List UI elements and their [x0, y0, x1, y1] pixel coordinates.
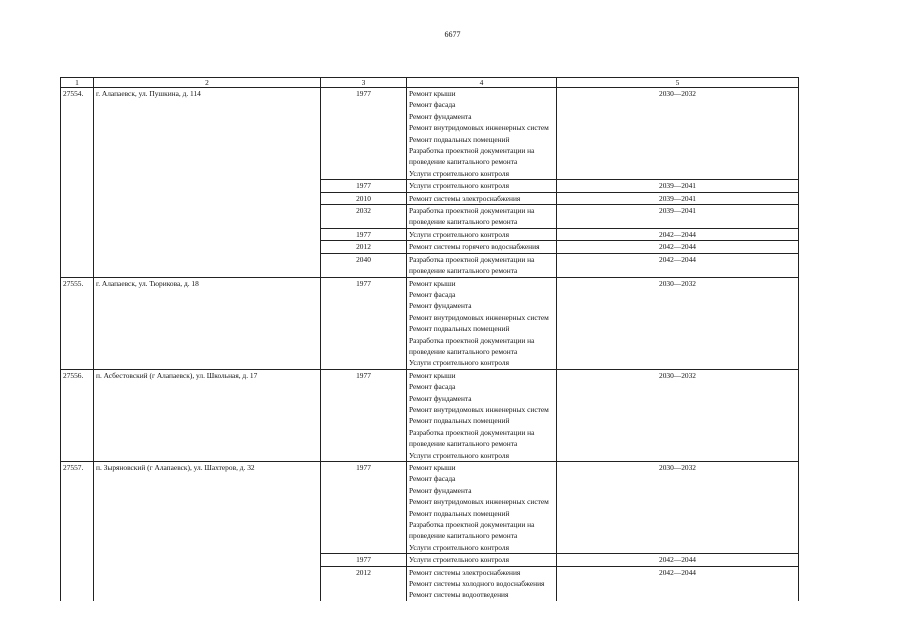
work-list: [407, 205, 557, 229]
work-item: Ремонт системы водоотведения: [409, 590, 509, 600]
work-item: Ремонт подвальных помещений: [409, 416, 510, 426]
repair-period: 2030—2032: [557, 369, 799, 461]
work-item: Ремонт системы электроснабжения: [409, 567, 521, 577]
work-item: Ремонт крыши: [409, 370, 456, 380]
work-item: Ремонт подвальных помещений: [409, 508, 510, 518]
work-item: Услуги строительного контроля: [409, 358, 509, 368]
page-number: 6677: [444, 30, 461, 39]
work-item: проведение капитального ремонта: [409, 217, 518, 227]
work-list: [407, 180, 557, 192]
work-item: Ремонт системы горячего водоснабжения: [409, 242, 540, 252]
column-number: 2: [94, 78, 321, 88]
work-list: [407, 554, 557, 566]
repair-period: 2042—2044: [557, 228, 799, 240]
work-item: Ремонт фасада: [409, 100, 456, 110]
work-list: [407, 192, 557, 204]
build-year: 1977: [321, 554, 407, 566]
work-list: [407, 369, 557, 461]
work-item: проведение капитального ремонта: [409, 266, 518, 276]
column-number: 5: [557, 78, 799, 88]
column-number: 1: [61, 78, 94, 88]
work-item: проведение капитального ремонта: [409, 531, 518, 541]
work-list: [407, 462, 557, 554]
build-year: 2012: [321, 241, 407, 253]
work-item: Разработка проектной документации на: [409, 254, 535, 264]
object-address: [94, 88, 321, 278]
object-address: [94, 277, 321, 369]
table-row: [61, 369, 799, 461]
work-item: Разработка проектной документации на: [409, 206, 535, 216]
object-number: 27556.: [61, 369, 94, 461]
repair-period: 2030—2032: [557, 462, 799, 554]
work-item: Услуги строительного контроля: [409, 181, 509, 191]
repair-period: 2042—2044: [557, 241, 799, 253]
build-year: 2010: [321, 192, 407, 204]
table-row: [61, 88, 799, 180]
work-item: Ремонт крыши: [409, 89, 456, 98]
work-item: Услуги строительного контроля: [409, 542, 509, 552]
work-item: Ремонт фасада: [409, 382, 456, 392]
build-year: 1977: [321, 277, 407, 369]
work-item: Ремонт внутридомовых инженерных систем: [409, 312, 549, 322]
work-item: Ремонт крыши: [409, 278, 456, 288]
work-list: [407, 88, 557, 180]
object-number: 27554.: [61, 88, 94, 278]
repair-period: 2039—2041: [557, 180, 799, 192]
work-item: Ремонт фундамента: [409, 301, 472, 311]
work-item: Услуги строительного контроля: [409, 450, 509, 460]
object-address: [94, 462, 321, 601]
object-number: 27557.: [61, 462, 94, 601]
repair-period: 2039—2041: [557, 192, 799, 204]
address-text: п. Зыряновский (г Алапаевск), ул. Шахтеров, д. 32: [96, 463, 255, 472]
repair-period: 2030—2032: [557, 88, 799, 180]
address-text: г. Алапаевск, ул. Тюрикова, д. 18: [96, 278, 199, 288]
work-item: Ремонт внутридомовых инженерных систем: [409, 404, 549, 414]
table-row: [61, 462, 799, 554]
repair-period: 2042—2044: [557, 253, 799, 277]
build-year: 2040: [321, 253, 407, 277]
build-year: 1977: [321, 180, 407, 192]
work-item: Разработка проектной документации на: [409, 146, 535, 156]
build-year: 1977: [321, 369, 407, 461]
work-list: [407, 228, 557, 240]
work-item: Услуги строительного контроля: [409, 229, 509, 239]
work-list: [407, 566, 557, 601]
column-number: 4: [407, 78, 557, 88]
work-list: [407, 253, 557, 277]
work-item: Ремонт внутридомовых инженерных систем: [409, 123, 549, 133]
repair-schedule-table: [60, 77, 799, 601]
work-list: [407, 277, 557, 369]
work-item: Услуги строительного контроля: [409, 168, 509, 178]
build-year: 2012: [321, 566, 407, 601]
work-item: Услуги строительного контроля: [409, 555, 509, 565]
work-item: проведение капитального ремонта: [409, 157, 518, 167]
work-item: Ремонт фундамента: [409, 393, 472, 403]
address-text: п. Асбестовский (г Алапаевск), ул. Школьная, д. 17: [96, 370, 258, 380]
build-year: 1977: [321, 462, 407, 554]
work-item: Ремонт фундамента: [409, 111, 472, 121]
work-item: проведение капитального ремонта: [409, 346, 518, 356]
repair-period: 2039—2041: [557, 205, 799, 229]
work-item: Ремонт фасада: [409, 289, 456, 299]
work-item: Ремонт подвальных помещений: [409, 134, 510, 144]
work-item: Ремонт внутридомовых инженерных систем: [409, 497, 549, 507]
work-item: Ремонт фундамента: [409, 485, 472, 495]
object-number: 27555.: [61, 277, 94, 369]
work-item: проведение капитального ремонта: [409, 439, 518, 449]
column-number-row: [61, 78, 799, 88]
work-item: Разработка проектной документации на: [409, 520, 535, 530]
work-item: Ремонт системы электроснабжения: [409, 193, 521, 203]
column-number: 3: [321, 78, 407, 88]
work-item: Ремонт подвальных помещений: [409, 324, 510, 334]
work-item: Ремонт фасада: [409, 474, 456, 484]
object-address: [94, 369, 321, 461]
repair-period: 2042—2044: [557, 554, 799, 566]
address-text: г. Алапаевск, ул. Пушкина, д. 114: [96, 89, 201, 98]
work-item: Разработка проектной документации на: [409, 427, 535, 437]
build-year: 1977: [321, 88, 407, 180]
build-year: 1977: [321, 228, 407, 240]
work-item: Ремонт системы холодного водоснабжения: [409, 579, 545, 589]
work-item: Разработка проектной документации на: [409, 335, 535, 345]
work-item: Ремонт крыши: [409, 463, 456, 472]
work-list: [407, 241, 557, 253]
repair-period: 2030—2032: [557, 277, 799, 369]
table-row: [61, 277, 799, 369]
repair-period: 2042—2044: [557, 566, 799, 601]
build-year: 2032: [321, 205, 407, 229]
